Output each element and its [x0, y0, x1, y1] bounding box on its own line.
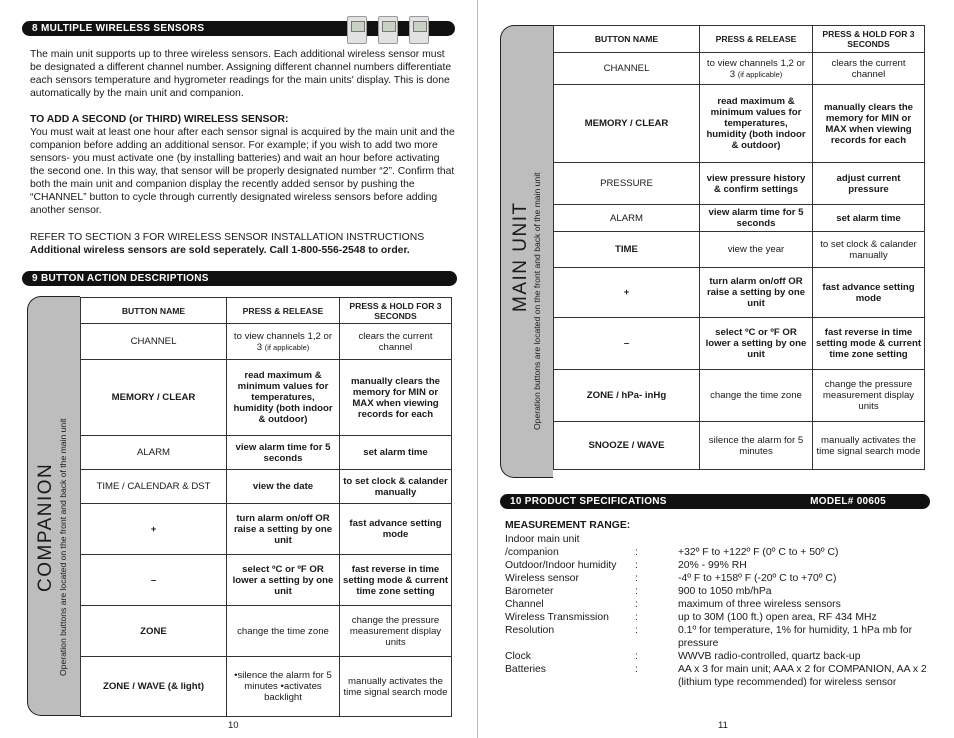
- press-hold-cell-text: to set clock & calander manually: [343, 475, 448, 498]
- spec-colon: :: [635, 573, 638, 584]
- press-release-cell-text: turn alarm on/off OR raise a setting by one unit: [706, 276, 806, 309]
- spec-label: Indoor main unit: [505, 534, 580, 545]
- page-divider: [477, 0, 478, 738]
- section-8-paragraph: The main unit supports up to three wireless sensors. Each additional wireless sensor must be designated a different channel number. Assigning different channel numbers differentiate each sensors temperature and hygrometer readings for the main units' display. This is done automatically by the main unit and companion.: [30, 49, 452, 99]
- press-release-cell: [227, 657, 340, 717]
- button-name-cell-text: ALARM: [609, 212, 644, 224]
- press-hold-cell-text: set alarm time: [836, 212, 901, 224]
- spec-colon: :: [635, 560, 638, 571]
- header-press-release: PRESS & RELEASE: [700, 26, 813, 53]
- spec-value: +32º F to +122º F (0º C to + 50º C): [678, 547, 839, 558]
- press-hold-cell-text: clears the current channel: [831, 57, 906, 80]
- press-hold-cell-text: clears the current channel: [358, 330, 433, 353]
- button-name-cell: [81, 436, 227, 470]
- press-release-cell-text: change the time zone: [237, 625, 329, 637]
- press-hold-cell: [813, 370, 925, 422]
- table-row: [554, 205, 925, 232]
- press-hold-cell-text: manually activates the time signal search mode: [816, 434, 921, 457]
- press-release-cell: [700, 268, 813, 318]
- table-row: [554, 422, 925, 470]
- press-hold-cell-text: manually clears the memory for MIN or MAX when viewing records for each: [823, 101, 914, 146]
- press-release-cell: [700, 205, 813, 232]
- press-hold-cell: [813, 163, 925, 205]
- table-row: [81, 470, 452, 504]
- table-row: [554, 318, 925, 370]
- spec-colon: :: [635, 612, 638, 623]
- table-row: [554, 268, 925, 318]
- spec-row: [505, 611, 935, 624]
- spec-label: Clock: [505, 651, 531, 662]
- button-name-cell-text: +: [150, 523, 157, 535]
- header-press-release: PRESS & RELEASE: [227, 298, 340, 324]
- spec-row: [505, 624, 935, 650]
- press-release-cell: [700, 422, 813, 470]
- button-name-cell: [81, 360, 227, 436]
- model-number: MODEL# 00605: [810, 496, 886, 507]
- press-hold-cell-text: fast reverse in time setting mode & current time zone setting: [343, 563, 449, 597]
- press-hold-cell: [340, 504, 452, 555]
- button-name-cell: [554, 318, 700, 370]
- section-8-title: 8 MULTIPLE WIRELESS SENSORS: [32, 23, 205, 34]
- spec-list: [505, 533, 935, 689]
- header-button-name: BUTTON NAME: [81, 298, 227, 324]
- press-hold-cell: [340, 470, 452, 504]
- button-name-cell-text: CHANNEL: [603, 63, 650, 74]
- order-line: Additional wireless sensors are sold seperately. Call 1-800-556-2548 to order.: [30, 245, 410, 256]
- spec-label: /companion: [505, 547, 559, 558]
- main-unit-side-note: Operation buttons are located on the front and back of the main unit: [532, 172, 542, 430]
- press-release-cell-text: to view channels 1,2 or 3: [233, 330, 333, 353]
- press-hold-cell: [813, 268, 925, 318]
- press-release-cell-text: view alarm time for 5 seconds: [235, 441, 331, 464]
- press-release-cell-text: to view channels 1,2 or 3: [706, 57, 806, 80]
- press-release-cell: [700, 85, 813, 163]
- button-name-cell-text: CHANNEL: [130, 336, 177, 347]
- button-name-cell: [554, 205, 700, 232]
- press-hold-cell-text: fast advance setting mode: [349, 518, 442, 540]
- spec-label: Outdoor/Indoor humidity: [505, 560, 617, 571]
- spec-value: maximum of three wireless sensors: [678, 599, 841, 610]
- spec-colon: :: [635, 586, 638, 597]
- spec-label: Channel: [505, 599, 544, 610]
- spec-row: [505, 663, 935, 689]
- press-release-cell-text: read maximum & minimum values for temperatures, humidity (both indoor & outdoor): [706, 96, 806, 151]
- table-row: [81, 360, 452, 436]
- header-press-hold: PRESS & HOLD FOR 3 SECONDS: [340, 298, 452, 324]
- press-release-cell: [700, 318, 813, 370]
- spec-value: 0.1º for temperature, 1% for humidity, 1 hPa mb for pressure: [678, 625, 913, 649]
- button-name-cell-text: MEMORY / CLEAR: [111, 392, 196, 403]
- table-header-row: [554, 26, 925, 53]
- page-number-left: 10: [228, 720, 239, 731]
- table-header-row: [81, 298, 452, 324]
- main-unit-button-table: [553, 25, 925, 470]
- spec-heading: MEASUREMENT RANGE:: [505, 520, 631, 531]
- section-9-title: 9 BUTTON ACTION DESCRIPTIONS: [32, 273, 209, 284]
- spec-value: WWVB radio-controlled, quartz back-up: [678, 651, 861, 662]
- main-unit-title: MAIN UNIT: [510, 201, 531, 312]
- spec-value: AA x 3 for main unit; AAA x 2 for COMPANION, AA x 2 (lithium type recommended) for wireless sensor: [678, 664, 927, 688]
- press-release-cell: [227, 436, 340, 470]
- section-10-header: [500, 494, 930, 509]
- add-sensor-paragraph: You must wait at least one hour after each sensor signal is acquired by the main unit and the companion before adding an additional sensor. For example; if you wish to add two more sensors- you must activate one (by installing batteries) and wait an hour before activating the second one. In this way, that sensor will be properly designated number “2”. Confirm that both the main unit and companion display the recently added sensor by pushing the “CHANNEL” button to cycle through currently designated wireless sensors before adding another sensor.: [30, 127, 455, 216]
- press-hold-cell: [340, 555, 452, 606]
- press-hold-cell-text: change the pressure measurement display units: [349, 614, 442, 648]
- press-release-cell: [227, 324, 340, 360]
- press-hold-cell: [340, 436, 452, 470]
- press-hold-cell-text: manually clears the memory for MIN or MAX when viewing records for each: [350, 375, 441, 420]
- spec-colon: :: [635, 599, 638, 610]
- press-hold-cell-text: fast advance setting mode: [822, 281, 915, 304]
- button-name-cell: [554, 53, 700, 85]
- press-hold-cell-text: adjust current pressure: [836, 172, 901, 195]
- button-name-cell-text: ZONE / WAVE (& light): [102, 681, 205, 692]
- button-name-cell: [81, 555, 227, 606]
- button-name-cell: [554, 370, 700, 422]
- press-hold-cell: [813, 422, 925, 470]
- press-hold-cell-text: set alarm time: [363, 447, 428, 458]
- press-hold-cell: [340, 606, 452, 657]
- press-release-cell-text: read maximum & minimum values for temperatures, humidity (both indoor & outdoor): [233, 370, 333, 425]
- press-release-cell-text: view the date: [252, 481, 314, 492]
- press-hold-cell-text: manually activates the time signal search mode: [343, 675, 448, 698]
- companion-side-note: Operation buttons are located on the front and back of the main unit: [58, 418, 68, 676]
- press-release-cell: [227, 504, 340, 555]
- button-name-cell: [81, 470, 227, 504]
- spec-row: [505, 650, 935, 663]
- press-hold-cell-text: change the pressure measurement display units: [822, 379, 915, 412]
- button-name-cell-text: –: [623, 338, 630, 349]
- section-9-header: [22, 271, 457, 286]
- spec-row: [505, 533, 935, 546]
- button-name-cell-text: ZONE / hPa- inHg: [586, 390, 667, 401]
- table-row: [81, 324, 452, 360]
- button-name-cell: [81, 657, 227, 717]
- press-hold-cell: [813, 53, 925, 85]
- page-number-right: 11: [718, 720, 728, 731]
- press-release-cell: [227, 470, 340, 504]
- companion-button-table: [80, 297, 452, 717]
- press-release-cell-text: view the year: [727, 244, 785, 255]
- button-name-cell-text: PRESSURE: [600, 178, 653, 189]
- spec-colon: [635, 533, 678, 546]
- press-hold-cell: [340, 324, 452, 360]
- button-name-cell: [81, 504, 227, 555]
- table-row: [81, 657, 452, 717]
- table-row: [554, 163, 925, 205]
- spec-value: [678, 533, 935, 546]
- press-hold-cell: [340, 360, 452, 436]
- spec-row: [505, 559, 935, 572]
- press-hold-cell: [813, 205, 925, 232]
- button-name-cell: [554, 163, 700, 205]
- button-name-cell: [554, 268, 700, 318]
- header-press-hold: PRESS & HOLD FOR 3 SECONDS: [813, 26, 925, 53]
- spec-label: Wireless sensor: [505, 573, 579, 584]
- sensor-image: [378, 16, 398, 44]
- spec-colon: :: [635, 625, 638, 636]
- header-button-name: BUTTON NAME: [554, 26, 700, 53]
- companion-title: COMPANION: [35, 462, 56, 592]
- press-hold-cell: [340, 657, 452, 717]
- press-release-cell-text: change the time zone: [710, 390, 802, 401]
- spec-colon: :: [635, 547, 638, 558]
- spec-label: Wireless Transmission: [505, 612, 609, 623]
- press-release-cell: [700, 370, 813, 422]
- table-row: [81, 504, 452, 555]
- spec-label: Resolution: [505, 625, 555, 636]
- press-release-cell-text: turn alarm on/off OR raise a setting by one unit: [233, 512, 333, 546]
- press-release-cell: [700, 53, 813, 85]
- press-release-cell: [227, 606, 340, 657]
- spec-value: 900 to 1050 mb/hPa: [678, 586, 772, 597]
- press-release-cell-text: silence the alarm for 5 minutes: [708, 434, 804, 457]
- section-10-title: 10 PRODUCT SPECIFICATIONS: [510, 496, 667, 507]
- button-name-cell-text: TIME / CALENDAR & DST: [96, 481, 211, 492]
- spec-row: [505, 598, 935, 611]
- table-row: [81, 555, 452, 606]
- press-note: (if applicable): [264, 342, 310, 352]
- press-note: (if applicable): [737, 69, 783, 79]
- spec-value: up to 30M (100 ft.) open area, RF 434 MHz: [678, 612, 877, 623]
- button-name-cell-text: ZONE: [140, 625, 167, 637]
- sensor-image: [409, 16, 429, 44]
- spec-value: 20% - 99% RH: [678, 560, 747, 571]
- press-hold-cell-text: fast reverse in time setting mode & current time zone setting: [816, 327, 922, 360]
- button-name-cell: [554, 232, 700, 268]
- add-sensor-heading: TO ADD A SECOND (or THIRD) WIRELESS SENSOR:: [30, 114, 289, 125]
- button-name-cell: [554, 422, 700, 470]
- press-release-cell-text: select ºC or ºF OR lower a setting by one unit: [705, 327, 807, 360]
- button-name-cell: [554, 85, 700, 163]
- spec-colon: :: [635, 651, 638, 662]
- press-release-cell-text: •silence the alarm for 5 minutes •activates backlight: [234, 670, 332, 703]
- table-row: [554, 370, 925, 422]
- button-name-cell: [81, 324, 227, 360]
- press-release-cell-text: view pressure history & confirm settings: [706, 172, 806, 195]
- button-name-cell-text: MEMORY / CLEAR: [584, 118, 669, 129]
- spec-value: -4º F to +158º F (-20º C to +70º C): [678, 573, 837, 584]
- table-row: [554, 53, 925, 85]
- spec-row: [505, 585, 935, 598]
- button-name-cell-text: ALARM: [136, 447, 171, 458]
- spec-label: Batteries: [505, 664, 547, 675]
- spec-row: [505, 572, 935, 585]
- press-hold-cell: [813, 232, 925, 268]
- sensor-image: [347, 16, 367, 44]
- spec-label: Barometer: [505, 586, 554, 597]
- press-release-cell-text: view alarm time for 5 seconds: [708, 207, 804, 229]
- button-name-cell: [81, 606, 227, 657]
- press-hold-cell-text: to set clock & calander manually: [820, 238, 917, 261]
- button-name-cell-text: TIME: [615, 244, 638, 255]
- table-row: [554, 85, 925, 163]
- press-hold-cell: [813, 318, 925, 370]
- press-release-cell: [700, 232, 813, 268]
- press-release-cell: [227, 360, 340, 436]
- spec-colon: :: [635, 664, 638, 675]
- table-row: [81, 436, 452, 470]
- press-release-cell: [700, 163, 813, 205]
- press-hold-cell: [813, 85, 925, 163]
- button-name-cell-text: SNOOZE / WAVE: [588, 440, 665, 451]
- press-release-cell-text: select ºC or ºF OR lower a setting by one unit: [232, 563, 334, 597]
- refer-line: REFER TO SECTION 3 FOR WIRELESS SENSOR INSTALLATION INSTRUCTIONS: [30, 232, 425, 243]
- table-row: [554, 232, 925, 268]
- press-release-cell: [227, 555, 340, 606]
- button-name-cell-text: –: [150, 574, 157, 586]
- button-name-cell-text: +: [623, 287, 630, 298]
- table-row: [81, 606, 452, 657]
- spec-row: [505, 546, 935, 559]
